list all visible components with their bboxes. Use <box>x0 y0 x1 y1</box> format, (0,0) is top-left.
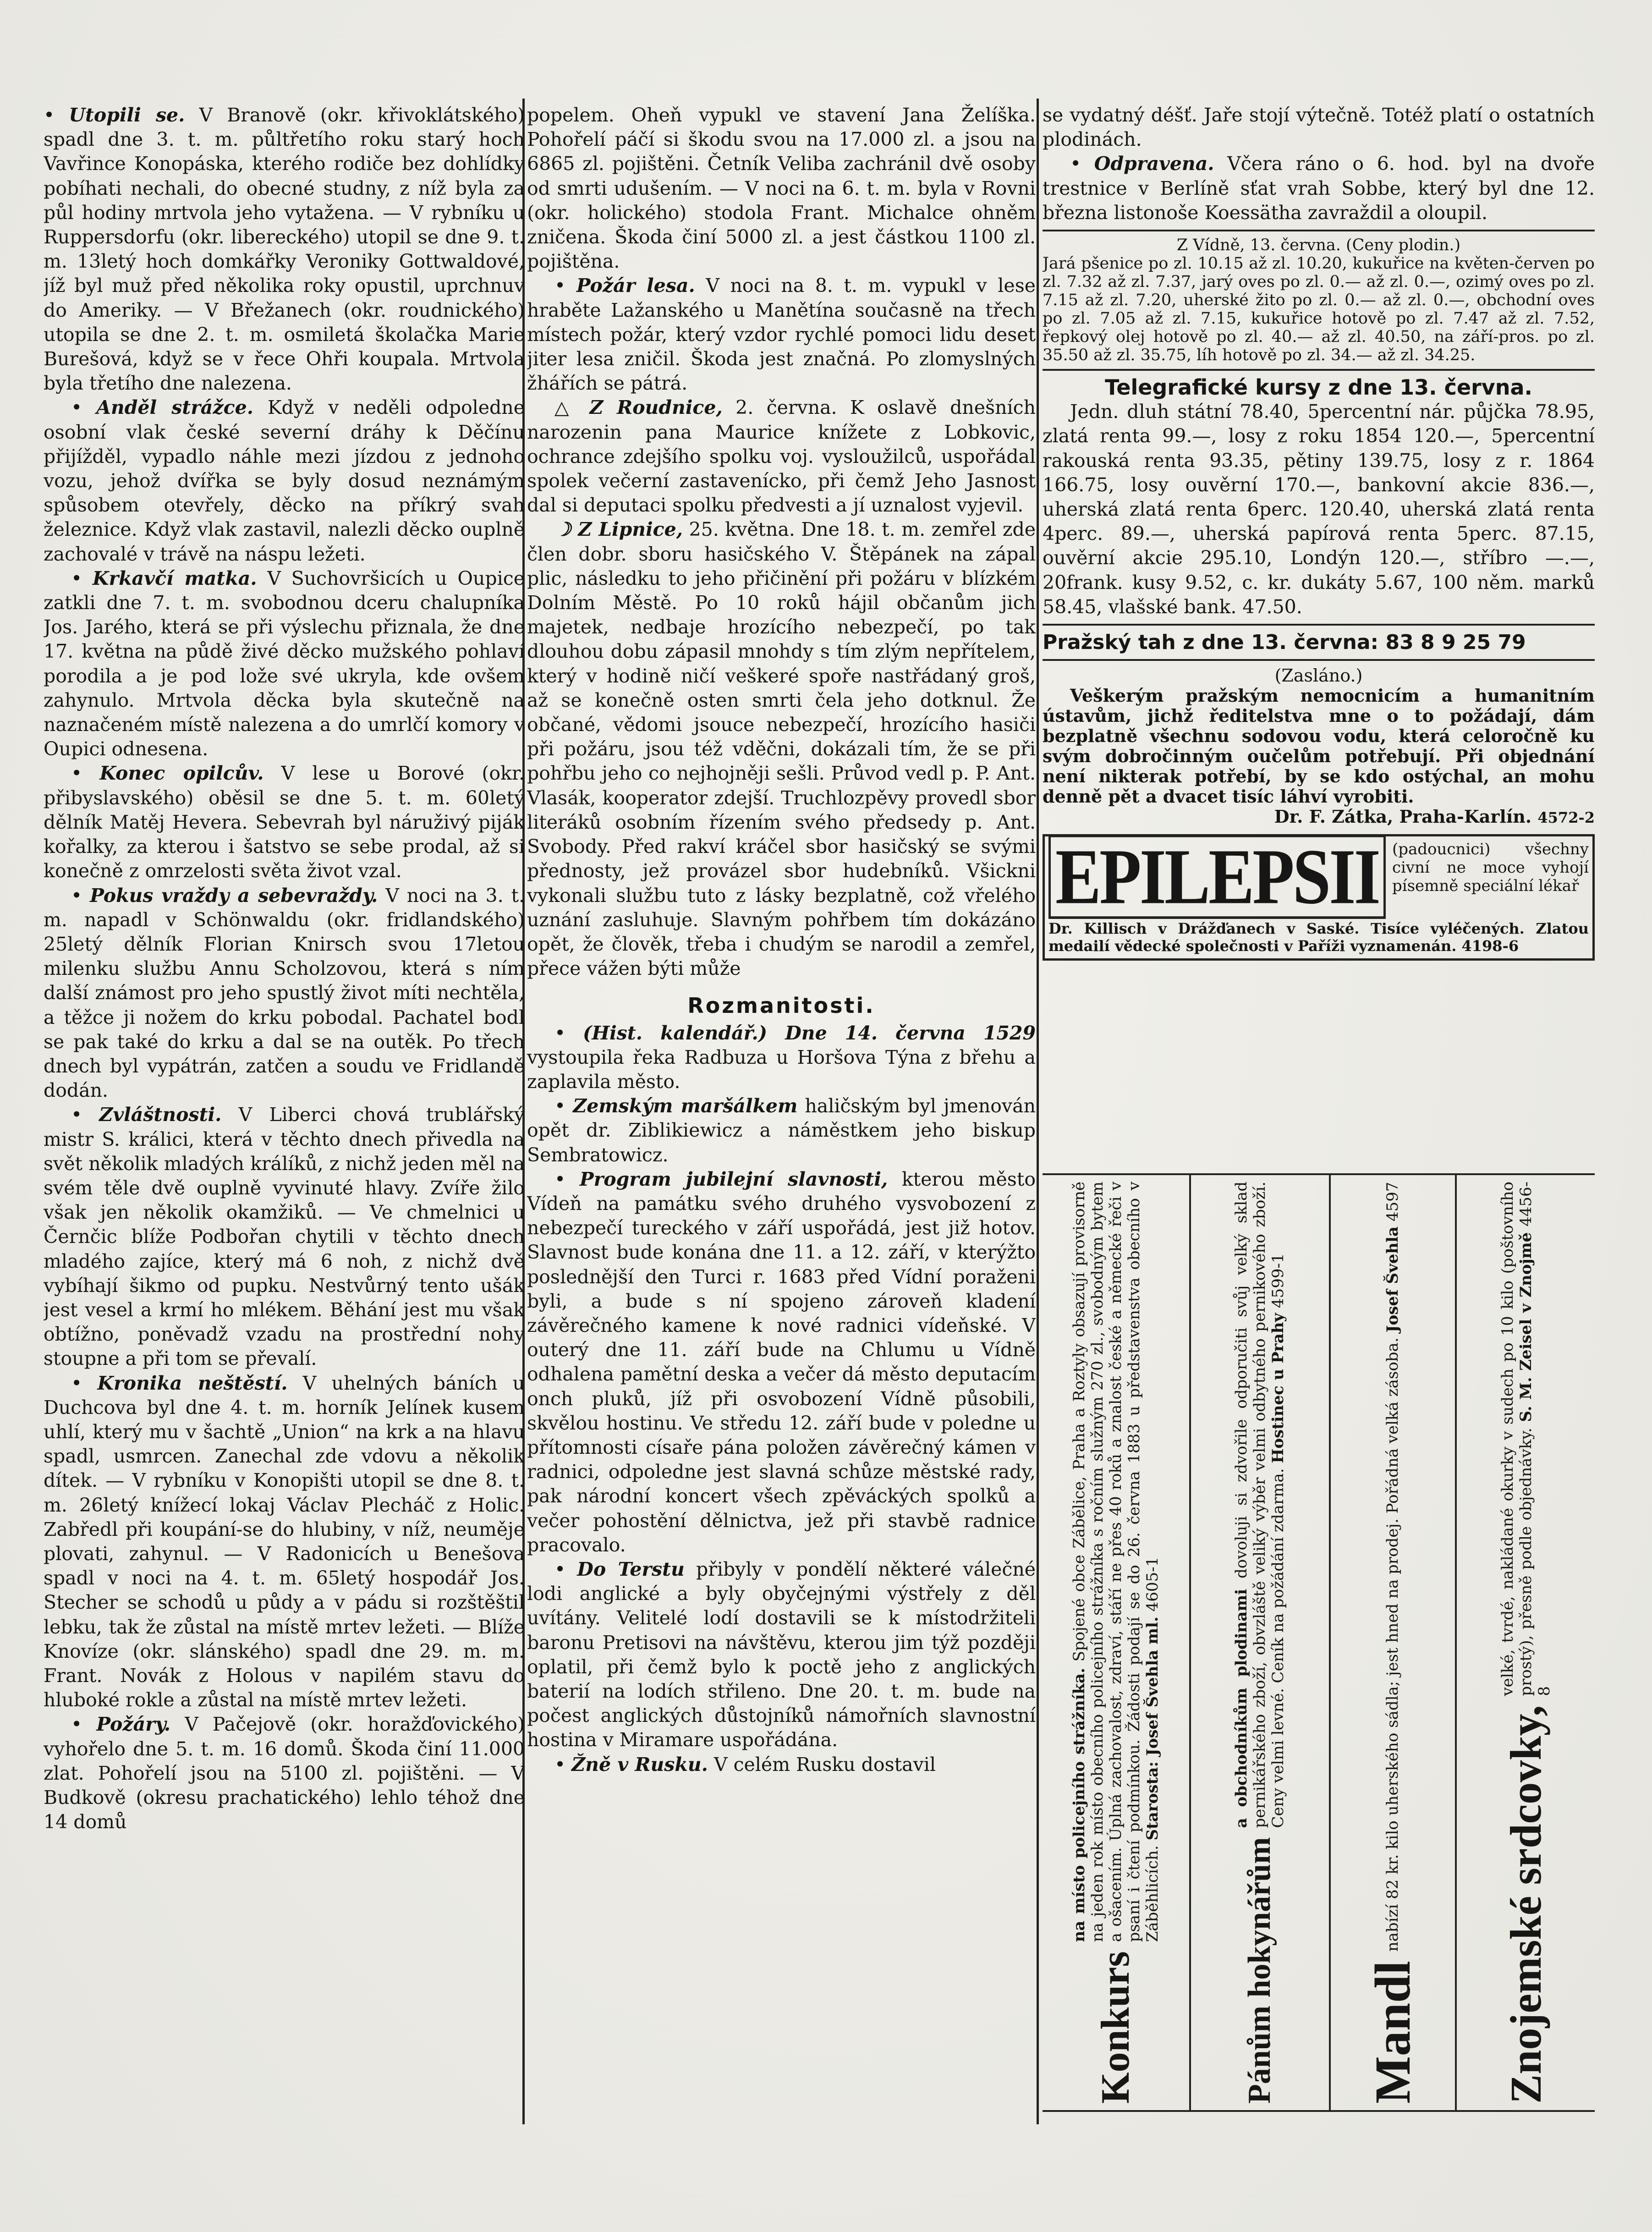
ad-text: Dr. Killisch v Drážďanech v Saské. Tisíce vyléčených. Zlatou medailí vědecké společnosti v Paříži vyznamenán. 4198-6 <box>1048 920 1589 955</box>
news-item: • Do Terstu přibyly v pondělí některé válečné lodi anglické a byly obyčejnými výstřely z děl uvítány. Velitelé lodí dostavili se k místodržiteli baronu Pretisovi na návštěvu, kterou jim týž později oplatil, při čemž bylo k poctě jeho z anglických baterií na lodích střileno. Dne 20. t. m. bude na počest anglických důstojníků námořních slavnostní hostina v Miramare uspořádána. <box>527 1558 1036 1751</box>
classified-ad <box>1043 1175 1191 2110</box>
column-divider <box>1037 99 1039 2124</box>
ad-title: Pánům hokynářům <box>1242 1837 1278 2104</box>
ad-title: Znojemské srdcovky, <box>1501 1705 1551 2104</box>
news-item: • Program jubilejní slavnosti, kterou město Vídeň na památku svého druhého vysvobození z nebezpečí tureckého v září uspořádá, jest již hotov. Slavnost bude konána dne 11. a 12. září, v kterýžto poslednější den Turci r. 1683 před Vídní poraženi byli, a bude s ní spojeno zároveň kladení závěrečného kamene k nové radnici vídeňské. V outerý dne 11. září bude na Chlumu u Vídně odhalena pamětní deska a večer dá město deputacím onch pluků, jíž při osvobození Vídně působili, skvělou hostinu. Ve středu 12. září bude v poledne u přítomnosti císaře pána položen závěrečný kámen v radnici, odpoledne jest slavná schůze městské rady, pak národní koncert všech zpěváckých spolků a večer pohostění dělnictva, jež při stavbě radnice pracovalo. <box>527 1168 1036 1556</box>
sent-notice <box>1043 665 1595 827</box>
ad-body: nabízí 82 kr. kilo uherského sádla; jest hned na prodej. Pořádná velká zásoba. Josef Švehla 4597 <box>1383 1182 1402 1952</box>
divider <box>1043 230 1595 231</box>
ad-side-text: (padoucnici) všechny civní ne moce vyhojí písemně speciální lékař <box>1392 840 1589 896</box>
news-item: • Zvláštnosti. V Liberci chová trublářský mistr S. králici, která v těchto dnech přivedla na svět několik mladých králíků, z nichž jeden měl na svém těle dvě ouplně vyvinuté hlavy. Zvíře žilo však jen několik okamžiků. — Ve chmelnici u Černčic blíže Podbořan chytili v těchto dnech mladého zajíce, který má 6 noh, z nichž dvě vybíhají šikmo od pupku. Nestvůrný tento ušák jest vesel a krmí ho mlékem. Běhání jest mu však obtížno, poněvadž vzadu na prostřední nohy stoupne a při tom se převalí. <box>44 1104 525 1370</box>
notice-heading: (Zasláno.) <box>1274 665 1363 686</box>
classifieds-strip <box>1043 1173 1595 2112</box>
telegraph-rates: Jedn. dluh státní 78.40, 5percentní nár. půjčka 78.95, zlatá renta 99.—, losy z roku 1854 120.—, 5percentní rakouská renta 93.35, pětiny 139.75, losy z r. 1864 166.75, losy ouvěrní 170.—, bankovní akcie 836.—, uherská zlatá renta 6perc. 120.40, uherská zlatá renta 4perc. 89.—, uherská papírová renta 5perc. 87.15, ouvěrní akcie 295.10, Londýn 120.—, stříbro —.—, 20frank. kusy 9.52, c. kr. dukáty 5.67, 100 něm. marků 58.45, vlašské bank. 47.50. <box>1043 401 1595 618</box>
notice-signature: Dr. F. Zátka, Praha-Karlín. 4572-2 <box>1274 806 1595 827</box>
news-continuation: se vydatný déšť. Jaře stojí výtečně. Totéž platí o ostatních plodinách. <box>1043 104 1595 151</box>
market-report <box>1043 236 1595 364</box>
news-item: • Žně v Rusku. V celém Rusku dostavil <box>554 1753 936 1776</box>
classified-ad <box>1457 1175 1595 2110</box>
ad-body: velké, tvrdé, nakládané okurky v sudech po 10 kilo (poštovního prostý), přesně podle objednávky. S. M. Zeisel v Znojmě 4456-8 <box>1498 1181 1553 1696</box>
news-item: • Požár lesa. V noci na 8. t. m. vypukl v lese hraběte Lažanského u Manětína současně na třech místech požár, který vzdor rychlé pomoci lidu deset jiter lesa zničil. Škoda jest značná. Po zlomyslných žhářích se pátrá. <box>527 275 1036 395</box>
divider <box>1043 659 1595 661</box>
epilepsy-ad <box>1043 834 1595 961</box>
classified-ad <box>1331 1175 1457 2110</box>
ad-title: Konkurs <box>1093 1951 1138 2104</box>
news-item: • Požáry. V Pačejově (okr. horažďovického) vyhořelo dne 5. t. m. 16 domů. Škoda činí 11.000 zlat. Pohořelí jsou na 5100 zl. pojištěni. — V Budkově (okresu prachatického) lehlo téhož dne 14 domů <box>44 1713 525 1833</box>
divider <box>1043 624 1595 626</box>
market-text: Jará pšenice po zl. 10.15 až zl. 10.20, kukuřice na květen-červen po zl. 7.32 až zl. 7.37, jarý oves po zl. 0.— až zl. 0.—, ozimý oves po zl. 7.15 až zl. 7.20, uherské žito po zl. 0.— až zl. 0.—, obchodní oves po zl. 7.05 až zl. 7.15, kukuřice hotově po zl. 7.47 až zl. 7.52, řepkový olej hotově po zl. 40.— až zl. 40.50, na září-pros. po zl. 35.50 až zl. 35.75, líh hotově po zl. 34.— až zl. 34.25. <box>1043 254 1595 365</box>
news-item: • Odpravena. Včera ráno o 6. hod. byl na dvoře trestnice v Berlíně sťat vrah Sobbe, který byl dne 12. března listonoše Koessätha zavraždil a oloupil. <box>1043 153 1595 224</box>
news-item: • Pokus vraždy a sebevraždy. V noci na 3. t. m. napadl v Schönwaldu (okr. fridlandského) 25letý dělník Florian Knirsch svou 17letou milenku službu Annu Scholzovou, která s ním další známost pro jeho spustlý život míti nechtěla, a těžce ji nožem do krku pobodal. Pachatel bodl se pak také do krku a dal se na outěk. Po třech dnech byl vypátrán, zatčen a soudu ve Fridlandě dodán. <box>44 884 525 1102</box>
section-title: Rozmanitosti. <box>687 993 875 1018</box>
column-1 <box>44 103 525 2088</box>
column-2 <box>527 103 1036 2120</box>
ad-body: na místo policejního strážníka. Spojené obce Zábělice, Praha a Roztyly obsazují provisorně na jeden rok místo obecního policejního strážníka s ročním služným 270 zl., svobodným bytem a ošacením. Úplná zachovalost, zdraví, stáří ne přes 40 roků a znalost české a německé řeči v psaní i čtení podmínkou. Žádosti podají se do 26. června 1883 u představenstva obecního v Záběhlicích. Starosta: Josef Švehla ml. 4605-1 <box>1070 1182 1162 1942</box>
news-item: • Konec opilcův. V lese u Borové (okr. přibyslavského) oběsil se dne 5. t. m. 60letý dělník Matěj Hevera. Sebevrah byl náruživý piják kořalky, za kterou i šatstvo se sebe prodal, až si konečně z omrzelosti světa život vzal. <box>44 762 525 882</box>
lottery-draw: Pražský tah z dne 13. června: 83 8 9 25 79 <box>1043 631 1526 654</box>
ad-headline: EPILEPSII <box>1048 835 1386 919</box>
market-heading: Z Vídně, 13. června. (Ceny plodin.) <box>1176 236 1461 255</box>
news-item: • Kronika neštěstí. V uhelných báních u Duchcova byl dne 4. t. m. horník Jelínek kusem uhlí, který mu v šachtě „Union“ na krk a na hlavu spadl, usmrcen. Zanechal zde vdovu a několik dítek. — V rybníku v Konopišti utopil se dne 8. t. m. 26letý knížecí lokaj Václav Plecháč z Holic. Zabředl při koupání-se do hlubiny, v níž, neuměje plovati, zahynul. — V Radonicích u Benešova spadl v noci na 4. t. m. 65letý hospodář Jos. Stecher se schodů u půdy a v pádu si rozštěštil lebku, tak že zůstal na místě mrtev ležeti. — Blíže Knovíze (okr. slánského) spadl dne 29. m. m. Frant. Novák z Holous v napilém stavu do hluboké rokle a zůstal na místě mrtev ležeti. <box>44 1372 525 1711</box>
news-item: △ Z Roudnice, 2. června. K oslavě dnešních narozenin pana Maurice knížete z Lobkovic, ochrance zdejšího spolku voj. vysloužilců, uspořádal spolek večerní zastavenícko, při čemž Jeho Jasnost dal si deputaci spolku předvesti a jí uznalost vyjevil. <box>527 396 1036 517</box>
news-item: ☽ Z Lipnice, 25. května. Dne 18. t. m. zemřel zde člen dobr. sboru hasičského V. Štěpánek na zápal plic, následku to jeho přičinění při požáru v blízkém Dolním Městě. Po 10 roků hájil občanům jich majetek, nedbaje hrozícího nebezpečí, po tak dlouhou dobu zápasil mnohdy s tím zlým nepřítelem, který v hodině ničí veškeré spoře nastřádaný groš, až se konečně osten smrti čela jeho dotknul. Že občané, vědomi jsouce nebezpečí, hrozícího hasiči při požáru, jsou též vděčni, dokázali tím, že se při pohřbu jeho co nejhojněji sešli. Průvod vedl p. P. Ant. Vlasák, kooperator zdejší. Truchlozpěvy provedl sbor literáků osobním řízením svého předsedy p. Ant. Svobody. Před rakví kráčel sbor hasičský se svými přednosty, jež provázel sbor hudebníků. Všickni vykonali službu tuto z lásky bezplatně, což vřelého uznání zasluhuje. Slavným pohřbem tím dokázáno opět, že člověk, třeba i chudým se narodil a zemřel, přece vážen býti může <box>527 518 1036 980</box>
news-item: • Zemským maršálkem haličským byl jmenován opět dr. Ziblikiewicz a náměstkem jeho biskup Sembratowicz. <box>527 1095 1036 1166</box>
news-item: • Utopili se. V Branově (okr. křivoklátského) spadl dne 3. t. m. půltřetího roku starý hoch Vavřince Konopáska, kterého rodiče bez dohlídky pobíhati nechali, do obecné studny, z níž byla za půl hodiny mrtvola jeho vytažena. — V rybníku u Ruppersdorfu (okr. libereckého) utopil se dne 9. t. m. 13letý hoch domkářky Veroniky Gottwaldové, jíž byl muž před několika roky opustil, uprchnuv do Ameriky. — V Břežanech (okr. roudnického) utopila se dne 2. t. m. osmiletá školačka Marie Burešová, když se v řece Ohři koupala. Mrtvola byla třetího dne nalezena. <box>44 104 525 395</box>
news-item: • Krkavčí matka. V Suchovršicích u Oupice zatkli dne 7. t. m. svobodnou dceru chalupníka Jos. Jarého, která se při výslechu přiznala, že dne 17. května na půdě živé děcko mužského pohlaví porodila a je pod lože své ukryla, kde ovšem zahynulo. Mrtvola děcka byla skutečně na naznačeném místě nalezena a do umrlčí komory v Oupici odnesena. <box>44 567 525 760</box>
divider <box>1043 369 1595 371</box>
classified-ad <box>1191 1175 1331 2110</box>
telegraph-title: Telegrafické kursy z dne 13. června. <box>1104 375 1532 400</box>
column-3 <box>1043 103 1595 1171</box>
news-continuation: popelem. Oheň vypukl ve stavení Jana Želíška. Pohořelí páčí si škodu svou na 17.000 zl. a jsou na 6865 zl. pojištěni. Četník Veliba zachránil dvě osoby od smrti udušením. — V noci na 6. t. m. byla v Rovni (okr. holického) stodola Frant. Michalce ohněm zničena. Škoda činí 5000 zl. a jest částkou 1100 zl. pojištěna. <box>527 104 1036 273</box>
ad-title: Mandl <box>1364 1961 1421 2104</box>
news-item: • (Hist. kalendář.) Dne 14. června 1529 vystoupila řeka Radbuza u Horšova Týna z břehu a zaplavila město. <box>527 1022 1036 1093</box>
news-item: • Anděl strážce. Když v neděli odpoledne osobní vlak české severní dráhy k Děčínu přijížděl, vypadlo náhle mezi jízdou z jednoho vozu, jehož dvířka se byly dosud neznámým spůsobem otevřely, děcko na příkrý svah železnice. Když vlak zastavil, nalezli děcko ouplně zachovalé v trávě na náspu ležeti. <box>44 396 525 565</box>
notice-text: Veškerým pražským nemocnicím a humanitním ústavům, jichž ředitelstva mne o to požádají, dám bezplatně všechnu sodovou vodu, která celoročně ku svým dobročinným oučelům potřebují. Při objednání není nikterak potřebí, by se kdo ostýchal, an mohu denně pět a dvacet tisíc láhví vyrobiti. <box>1043 685 1595 807</box>
ad-body: a obchodníkům plodinami dovoluji si zdvořile odporučiti svůj velký sklad pernikářského zboží, obvzláště veliký výběr velmi odbytného pernikového zboží. Ceny velmi levné. Ceník na požádání zdarma. Hostinec u Prahy 4599-1 <box>1232 1181 1288 1828</box>
